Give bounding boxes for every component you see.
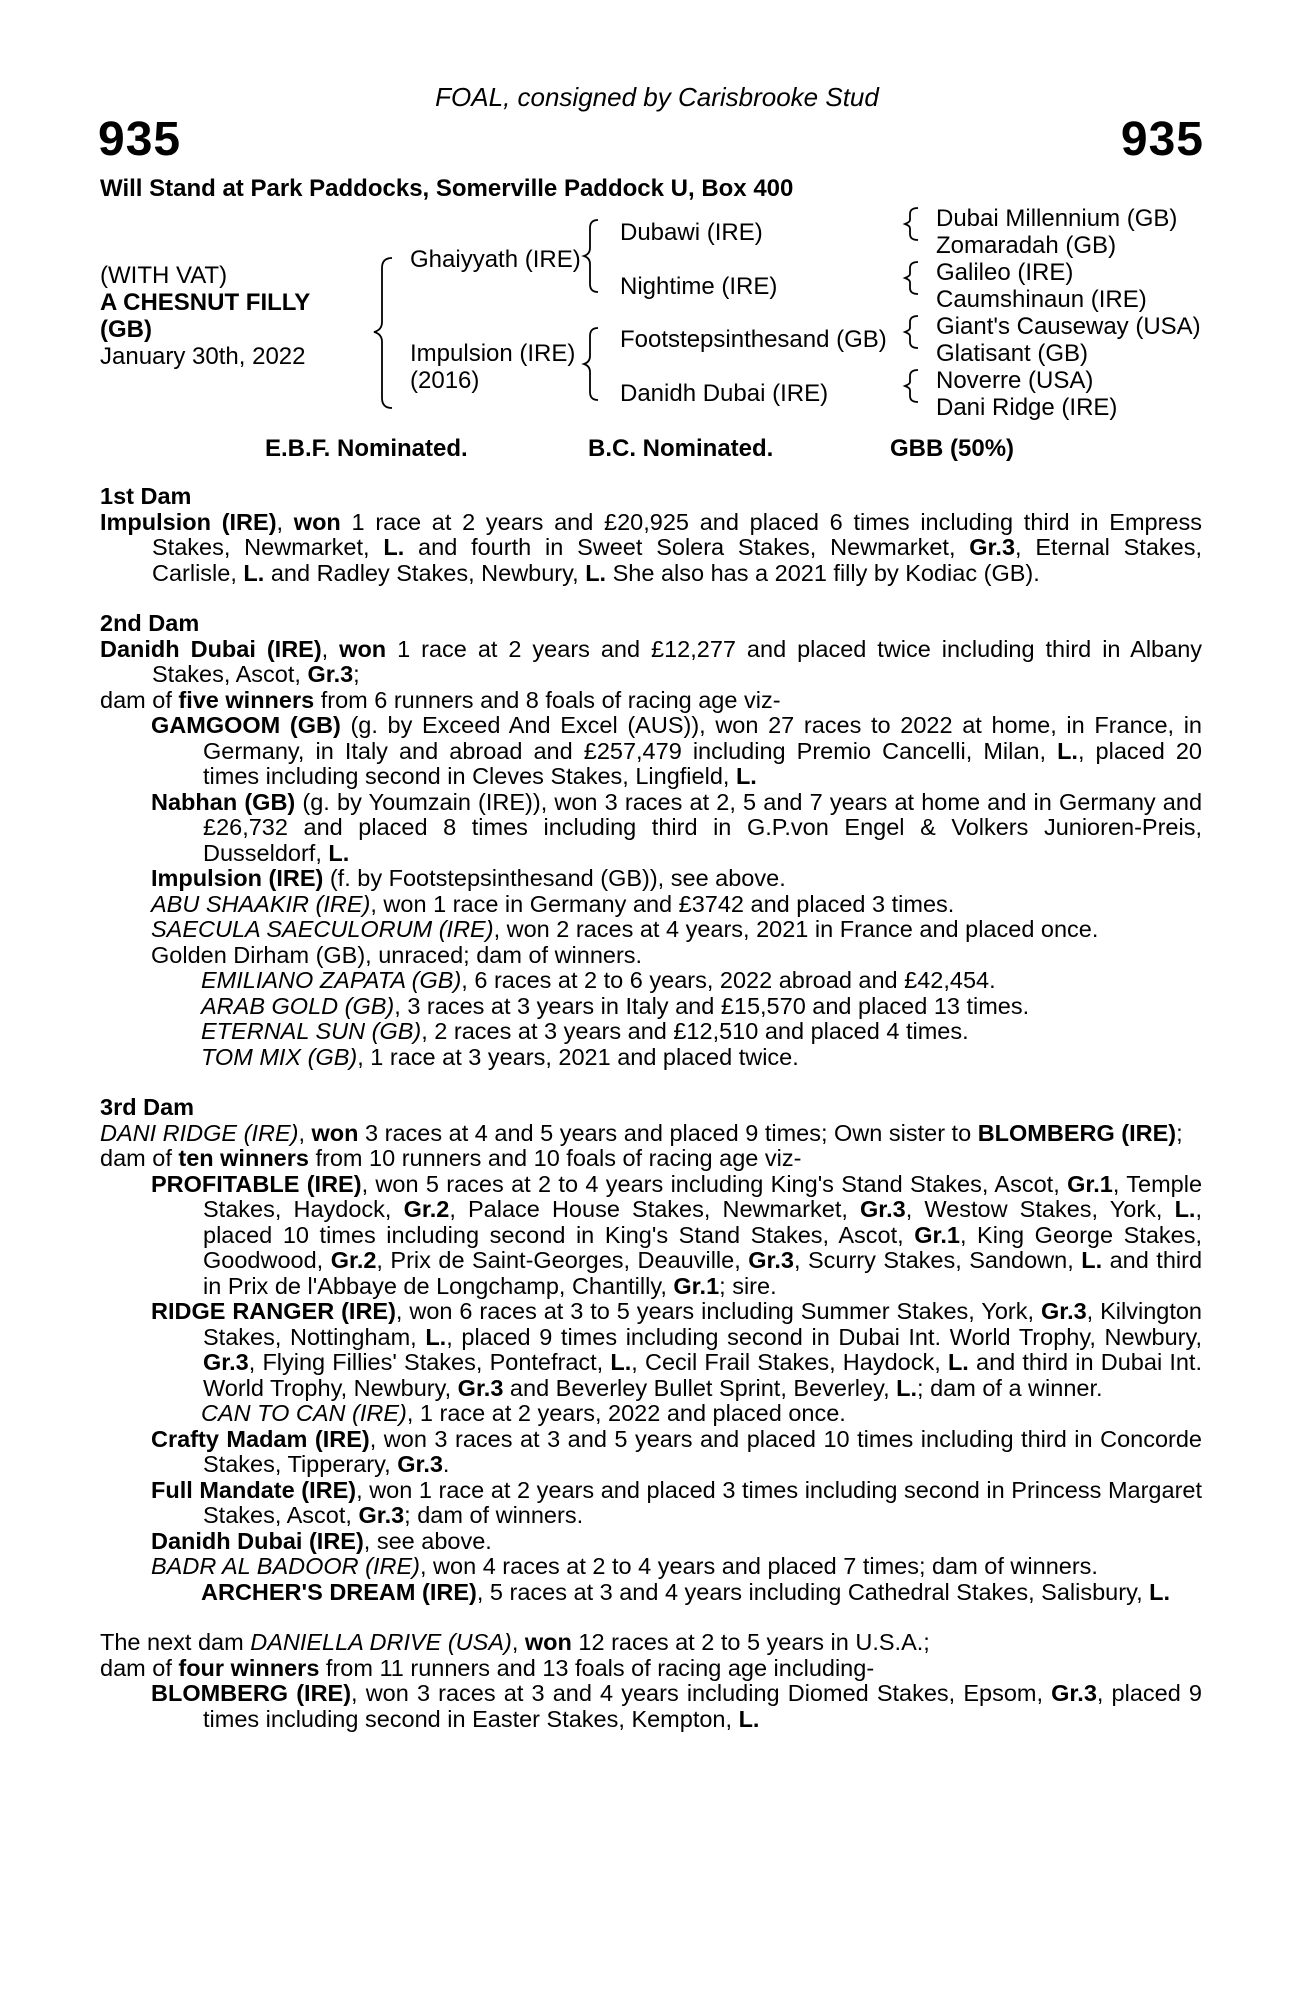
- group-label: Gr.1: [673, 1272, 720, 1299]
- listed-label: L.: [1149, 1578, 1171, 1605]
- produce-eternal-sun: [100, 1019, 1202, 1045]
- produce-full-mandate: [100, 1478, 1202, 1529]
- stand-location: Will Stand at Park Paddocks, Somerville Paddock U, Box 400: [100, 175, 794, 202]
- text: dam of: [100, 1654, 179, 1681]
- produce-blomberg: [100, 1681, 1202, 1732]
- vat-note: (WITH VAT): [100, 262, 228, 289]
- produce-nabhan: [100, 790, 1202, 867]
- listed-label: L.: [585, 559, 607, 586]
- produce-name: CAN TO CAN (IRE): [201, 1400, 407, 1426]
- text: , 2 races at 3 years and £12,510 and placed 4 times.: [421, 1018, 969, 1044]
- consignor-line: FOAL, consigned by Carisbrooke Stud: [435, 82, 879, 112]
- text: , won 2 races at 4 years, 2021 in France and placed once.: [493, 916, 1099, 942]
- pedigree-sire: Ghaiyyath (IRE): [410, 246, 581, 273]
- text: , 5 races at 3 and 4 years including Cathedral Stakes, Salisbury,: [476, 1578, 1150, 1605]
- winners-count: ten winners: [178, 1145, 309, 1171]
- winners-count: five winners: [178, 686, 315, 713]
- produce-danidh-dubai: [100, 1529, 1202, 1555]
- group-label: Gr.3: [748, 1247, 794, 1273]
- produce-name: BLOMBERG (IRE): [151, 1680, 352, 1706]
- text: , 6 races at 2 to 6 years, 2022 abroad and £42,454.: [461, 967, 996, 993]
- listed-label: L.: [738, 1705, 760, 1732]
- produce-name: PROFITABLE (IRE): [151, 1170, 362, 1197]
- produce-emiliano-zapata: [100, 968, 1202, 994]
- lot-number-left: 935: [98, 113, 182, 166]
- pedigree-dam-year: (2016): [410, 367, 480, 394]
- third-dam-produce-summary: [100, 1146, 1202, 1172]
- listed-label: L.: [1081, 1247, 1103, 1273]
- produce-name: EMILIANO ZAPATA (GB): [201, 967, 462, 993]
- first-dam-paragraph: Impulsion (IRE), won 1 race at 2 years and £20,925 and placed 6 times including third in Empress Stakes, Newmarket, L. and fourth in Sweet Solera Stakes, Newmarket, Gr.3, Eternal Stakes, Carlisle, L. and Radley Stakes, Newbury, L. She also has a 2021 filly by Kodiac (GB).: [100, 508, 1202, 586]
- group-label: Gr.3: [203, 1349, 249, 1375]
- text: ;: [1176, 1119, 1183, 1146]
- second-dam-heading: 2nd Dam: [100, 610, 200, 636]
- third-dam-heading: 3rd Dam: [100, 1094, 195, 1120]
- pedigree-dsd: Glatisant (GB): [936, 340, 1089, 367]
- produce-name: TOM MIX (GB): [201, 1043, 358, 1070]
- text: , won 3 races at 3 and 5 years and placed 10 times including third in Concorde Stakes, Tipperary,: [203, 1425, 1202, 1477]
- pedigree-dss: Giant's Causeway (USA): [936, 313, 1201, 340]
- group-label: Gr.3: [860, 1196, 906, 1222]
- text: ; dam of winners.: [404, 1502, 584, 1528]
- listed-label: L.: [243, 559, 265, 586]
- text: (g. by Youmzain (IRE)), won 3 races at 2, 5 and 7 years at home and in Germany and £26,732 and placed 8 times including third in G.P.von Engel & Volkers Junioren-Preis, Dusseldorf,: [203, 788, 1203, 866]
- text: , won 3 races at 3 and 4 years including Diomed Stakes, Epsom,: [351, 1680, 1052, 1706]
- produce-impulsion: [100, 866, 1202, 892]
- next-dam-produce-summary: [100, 1656, 1202, 1682]
- produce-name: Crafty Madam (IRE): [151, 1425, 370, 1452]
- listed-label: L.: [1174, 1196, 1196, 1222]
- produce-gamgoom: [100, 713, 1202, 790]
- text: , Prix de Saint-Georges, Deauville,: [376, 1247, 749, 1273]
- produce-name: ETERNAL SUN (GB): [201, 1018, 422, 1044]
- pedigree-sire-sire: Dubawi (IRE): [620, 219, 763, 246]
- winners-count: four winners: [178, 1654, 320, 1681]
- next-dam-paragraph: [100, 1630, 1202, 1656]
- horse-name-country: (GB): [100, 316, 152, 343]
- text: 12 races at 2 to 5 years in U.S.A.;: [571, 1629, 930, 1655]
- text: , placed 9 times including second in Easter Stakes, Kempton,: [203, 1680, 1203, 1732]
- pedigree-ddd: Dani Ridge (IRE): [936, 394, 1118, 421]
- second-dam-name: Danidh Dubai (IRE): [100, 635, 322, 662]
- text: ;: [353, 661, 360, 687]
- group-label: Gr.3: [1051, 1680, 1097, 1706]
- horse-dob: January 30th, 2022: [100, 343, 306, 370]
- second-dam-produce-summary: [100, 688, 1202, 714]
- produce-name: Impulsion (IRE): [151, 865, 324, 891]
- bc-nominated: B.C. Nominated.: [588, 435, 774, 462]
- produce-name: ABU SHAAKIR (IRE): [151, 890, 371, 917]
- text: , placed 10 times including second in King's Stand Stakes, Ascot,: [203, 1196, 1202, 1248]
- pedigree-sds: Galileo (IRE): [936, 259, 1074, 286]
- won-label: won: [524, 1629, 572, 1655]
- text: , Westow Stakes, York,: [905, 1196, 1175, 1222]
- listed-label: L.: [896, 1374, 918, 1401]
- text: , 3 races at 3 years in Italy and £15,570 and placed 13 times.: [394, 992, 1030, 1019]
- text: , Flying Fillies' Stakes, Pontefract,: [248, 1349, 611, 1375]
- text: and Beverley Bullet Sprint, Beverley,: [503, 1374, 897, 1401]
- text: ,: [511, 1629, 525, 1655]
- text: , won 1 race at 2 years and placed 3 times including second in Princess Margaret Stakes, Ascot,: [203, 1476, 1202, 1528]
- text: and third in Dubai Int. World Trophy, Newbury,: [203, 1349, 1202, 1401]
- text: from 10 runners and 10 foals of racing age viz-: [308, 1145, 802, 1171]
- text: , Temple Stakes, Haydock,: [203, 1170, 1203, 1222]
- text: , won 4 races at 2 to 4 years and placed 7 times; dam of winners.: [420, 1553, 1098, 1579]
- group-label: Gr.3: [969, 534, 1016, 560]
- produce-can-to-can: [100, 1401, 1202, 1427]
- group-label: Gr.2: [330, 1247, 377, 1273]
- group-label: Gr.3: [397, 1451, 443, 1477]
- text: , Palace House Stakes, Newmarket,: [449, 1196, 861, 1222]
- text: , won 6 races at 3 to 5 years including Summer Stakes, York,: [395, 1298, 1041, 1324]
- text: , King George Stakes, Goodwood,: [203, 1221, 1203, 1273]
- text: , won 1 race in Germany and £3742 and placed 3 times.: [370, 890, 955, 917]
- produce-name: SAECULA SAECULORUM (IRE): [151, 916, 494, 942]
- group-label: Gr.3: [457, 1374, 504, 1401]
- produce-name: Full Mandate (IRE): [151, 1476, 357, 1503]
- listed-label: L.: [947, 1349, 969, 1375]
- text: (f. by Footstepsinthesand (GB)), see above.: [323, 865, 786, 891]
- produce-saecula: [100, 917, 1202, 943]
- pedigree-dam-dam: Danidh Dubai (IRE): [620, 380, 829, 407]
- produce-name: Nabhan (GB): [151, 788, 296, 815]
- text: , Kilvington Stakes, Nottingham,: [203, 1298, 1203, 1350]
- pedigree-sss: Dubai Millennium (GB): [936, 205, 1178, 232]
- text: 1 race at 2 years and £20,925 and placed 6 times including third in Empress Stakes, Newmarket,: [152, 508, 1202, 560]
- text: , see above.: [363, 1527, 492, 1554]
- won-label: won: [293, 508, 341, 535]
- produce-ridge-ranger: [100, 1299, 1202, 1401]
- text: ; dam of a winner.: [917, 1374, 1103, 1401]
- group-label: Gr.3: [307, 661, 354, 687]
- text: 3 races at 4 and 5 years and placed 9 times; Own sister to: [358, 1119, 978, 1146]
- produce-name: ARAB GOLD (GB): [201, 992, 395, 1019]
- text: (g. by Exceed And Excel (AUS)), won 27 races to 2022 at home, in France, in Germany, in Italy and abroad and £257,479 including Premio Cancelli, Milan,: [203, 712, 1202, 764]
- text: , 1 race at 3 years, 2021 and placed twice.: [357, 1043, 799, 1070]
- text: and third in Prix de l'Abbaye de Longchamp, Chantilly,: [203, 1247, 1203, 1299]
- listed-label: L.: [425, 1323, 447, 1350]
- produce-name: RIDGE RANGER (IRE): [151, 1298, 396, 1324]
- pedigree-dam: Impulsion (IRE): [410, 340, 576, 367]
- text: and Radley Stakes, Newbury,: [264, 559, 586, 586]
- won-label: won: [311, 1119, 359, 1146]
- produce-name: GAMGOOM (GB): [151, 712, 341, 738]
- text: , Cecil Frail Stakes, Haydock,: [631, 1349, 948, 1375]
- listed-label: L.: [328, 839, 350, 866]
- text: 1 race at 2 years and £12,277 and placed twice including third in Albany Stakes, Ascot,: [152, 635, 1203, 687]
- text: , Eternal Stakes, Carlisle,: [152, 534, 1202, 586]
- text: and fourth in Sweet Solera Stakes, Newmarket,: [404, 534, 970, 560]
- text: , placed 9 times including second in Dubai Int. World Trophy, Newbury,: [446, 1323, 1203, 1350]
- text: , Scurry Stakes, Sandown,: [793, 1247, 1082, 1273]
- text: ; sire.: [719, 1272, 777, 1299]
- text: .: [442, 1451, 450, 1477]
- produce-arab-gold: [100, 994, 1202, 1020]
- second-dam-paragraph: Danidh Dubai (IRE), won 1 race at 2 years and £12,277 and placed twice including third in Albany Stakes, Ascot, Gr.3;: [100, 635, 1203, 687]
- group-label: Gr.1: [914, 1221, 960, 1248]
- produce-name: Danidh Dubai (IRE): [151, 1527, 364, 1554]
- pedigree-notes: [100, 484, 1202, 1732]
- first-dam-name: Impulsion (IRE): [100, 508, 277, 535]
- group-label: Gr.1: [1067, 1170, 1113, 1197]
- text: , placed 20 times including second in Cleves Stakes, Lingfield,: [203, 737, 1202, 789]
- first-dam-heading: 1st Dam: [100, 483, 192, 509]
- produce-profitable: [100, 1172, 1202, 1300]
- produce-badr-al-badoor: [100, 1554, 1202, 1580]
- group-label: Gr.2: [403, 1196, 450, 1222]
- won-label: won: [339, 635, 387, 662]
- text: from 6 runners and 8 foals of racing age viz-: [314, 686, 781, 713]
- listed-label: L.: [610, 1349, 632, 1375]
- group-label: Gr.3: [1040, 1298, 1087, 1324]
- text: , won 5 races at 2 to 4 years including King's Stand Stakes, Ascot,: [361, 1170, 1068, 1197]
- text: dam of: [100, 1145, 179, 1171]
- listed-label: L.: [383, 534, 405, 560]
- text: The next dam: [100, 1629, 251, 1655]
- produce-tom-mix: [100, 1045, 1202, 1071]
- pedigree-ssd: Zomaradah (GB): [936, 232, 1117, 259]
- ebf-nominated: E.B.F. Nominated.: [265, 435, 468, 462]
- pedigree-dam-sire: Footstepsinthesand (GB): [620, 326, 887, 353]
- text: She also has a 2021 filly by Kodiac (GB).: [606, 559, 1040, 586]
- produce-name: ARCHER'S DREAM (IRE): [201, 1578, 477, 1605]
- text: from 11 runners and 13 foals of racing age including-: [319, 1654, 875, 1681]
- produce-archers-dream: [100, 1580, 1202, 1606]
- pedigree-sire-dam: Nightime (IRE): [620, 273, 778, 300]
- pedigree-dds: Noverre (USA): [936, 367, 1094, 394]
- third-dam-name: DANI RIDGE (IRE): [100, 1119, 299, 1146]
- next-dam-name: DANIELLA DRIVE (USA): [250, 1629, 512, 1655]
- horse-name: A CHESNUT FILLY: [100, 289, 311, 316]
- produce-golden-dirham: Golden Dirham (GB), unraced; dam of winners.: [151, 941, 643, 968]
- gbb-status: GBB (50%): [890, 435, 1015, 462]
- third-dam-paragraph: DANI RIDGE (IRE), won 3 races at 4 and 5 years and placed 9 times; Own sister to BLOMBERG (IRE);: [100, 1119, 1183, 1146]
- produce-crafty-madam: [100, 1427, 1202, 1478]
- text: , 1 race at 2 years, 2022 and placed once.: [406, 1400, 846, 1426]
- group-label: Gr.3: [358, 1502, 405, 1528]
- lot-number-right: 935: [1120, 113, 1204, 166]
- text: dam of: [100, 686, 179, 713]
- sister-name: BLOMBERG (IRE): [977, 1119, 1177, 1146]
- produce-abu-shaakir: [100, 892, 1202, 918]
- produce-name: BADR AL BADOOR (IRE): [151, 1553, 420, 1579]
- listed-label: L.: [735, 763, 757, 789]
- pedigree-sdd: Caumshinaun (IRE): [936, 286, 1147, 313]
- listed-label: L.: [1057, 737, 1078, 764]
